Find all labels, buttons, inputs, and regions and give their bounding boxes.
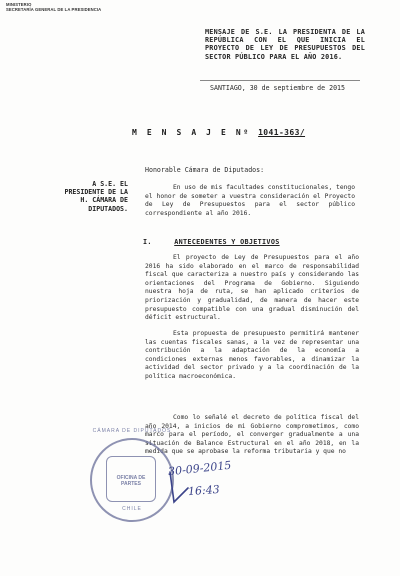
mensaje-label: M E N S A J E Nº [132,128,251,137]
handwritten-mark [164,468,194,508]
handwritten-date: 30-09-2015 [167,458,232,479]
message-title: MENSAJE DE S.E. LA PRESIDENTA DE LA REPÚBLICA CON EL QUE INICIA EL PROYECTO DE LEY DE PRESUPUESTOS DEL SECTOR PÚBLICO PARA EL AÑO 2016. [205,28,365,61]
body-paragraph: Como lo señalé el decreto de política fiscal del año 2014, a inicios de mi Gobierno comprometimos, como marco para el período, el converger gradualmente a una situación de Balance Estructural en el año 2018, en la medida que se aprobase la reforma tributaria y que no [145,414,359,456]
title-rule [200,80,360,81]
body-paragraph: Esta propuesta de presupuesto permitirá mantener las cuentas fiscales sanas, a la vez de representar una contribución a la adaptación de la economía a condiciones externas menos favorables, a dinamizar la actividad del sector privado y a la coordinación de la política macroeconómica. [145,330,359,380]
dateline: SANTIAGO, 30 de septiembre de 2015 [210,84,345,92]
section-heading [143,238,280,246]
handwritten-time: 16:43 [187,482,221,499]
section-number: I. [143,238,152,246]
addressee: A S.E. EL PRESIDENTE DE LA H. CÁMARA DE DIPUTADOS. [64,180,128,213]
mensaje-number: 1041-363/ [258,128,306,137]
stamp-inner-box [106,456,156,502]
agency-header [6,2,156,12]
stamp-ring-top: CÁMARA DE DIPUTADOS [92,428,172,434]
office-stamp [90,428,174,522]
agency-line-1: MINISTERIO [6,2,32,7]
stamp-inner-text: OFICINA DE PARTES [116,475,146,488]
greeting: Honorable Cámara de Diputados: [145,166,265,174]
agency-line-2: SECRETARÍA GENERAL DE LA PRESIDENCIA [6,7,102,12]
stamp-ring-bottom: CHILE [122,506,142,512]
body-paragraph: El proyecto de Ley de Presupuestos para el año 2016 ha sido elaborado en el marco de responsabilidad fiscal que caracteriza a nuestro país y considerando las orientaciones del Programa de Gobierno. Siguiendo nuestra hoja de ruta, se han aplicado criterios de priorización y gradualidad, de manera de hacer este presupuesto compatible con una gradual disminución del déficit estructural. [145,254,359,322]
section-title: ANTECEDENTES Y OBJETIVOS [174,238,280,246]
intro-paragraph: En uso de mis facultades constitucionales, tengo el honor de someter a vuestra consideración el Proyecto de Ley de Presupuestos para el sector público correspondiente al año 2016. [145,184,355,217]
mensaje-number-line [132,128,305,137]
